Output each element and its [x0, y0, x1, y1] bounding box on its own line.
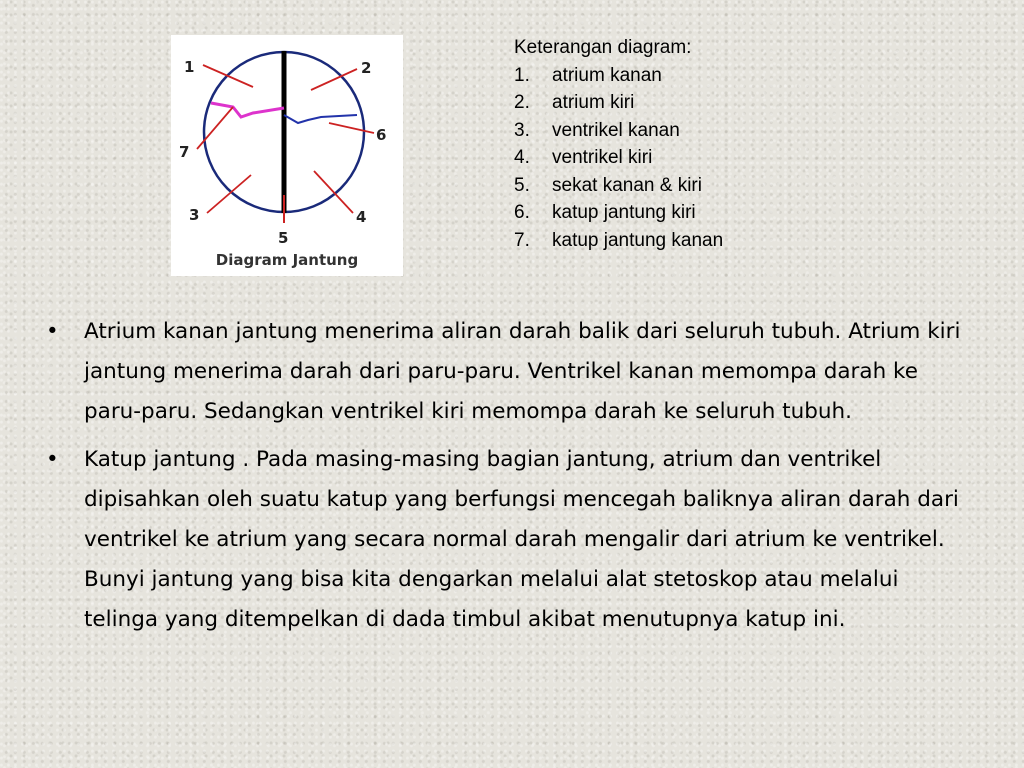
diagram-caption: Diagram Jantung — [215, 251, 359, 269]
bullet-marker: • — [46, 319, 59, 344]
legend-title: Keterangan diagram: — [514, 37, 692, 58]
bullet-text: Atrium kanan jantung menerima aliran darah balik dari seluruh tubuh. Atrium kiri jantung menerima darah dari paru-paru. Ventrikel kanan memompa darah ke paru-paru. Sedangkan ventrikel kiri memompa darah ke seluruh tubuh. — [84, 319, 961, 424]
legend-number: 7. — [514, 229, 530, 251]
bullet-text: Katup jantung . Pada masing-masing bagian jantung, atrium dan ventrikel dipisahkan oleh suatu katup yang berfungsi mencegah baliknya aliran darah dari ventrikel ke atrium yang secara normal darah mengalir dari atrium ke ventrikel. Bunyi jantung yang bisa kita dengarkan melalui alat stetoskop atau melalui telinga yang ditempelkan di dada timbul akibat menutupnya katup ini. — [84, 447, 959, 632]
diagram-label-4: 4 — [356, 208, 367, 226]
bullet-item — [46, 440, 966, 640]
legend-text: atrium kanan — [552, 64, 662, 86]
heart-diagram-graphic — [171, 35, 403, 276]
pointer-line-3 — [207, 175, 251, 213]
diagram-label-7: 7 — [179, 143, 190, 161]
legend-number: 6. — [514, 202, 530, 223]
legend-text: atrium kiri — [552, 92, 635, 113]
legend-number: 4. — [514, 147, 530, 168]
valve-right-line — [211, 103, 284, 117]
legend-number: 3. — [514, 119, 530, 141]
legend-list — [514, 62, 723, 255]
legend-text: katup jantung kanan — [552, 229, 724, 251]
legend-text: sekat kanan & kiri — [552, 174, 702, 196]
legend-item — [514, 144, 723, 172]
diagram-label-5: 5 — [278, 229, 289, 247]
diagram-label-3: 3 — [189, 206, 200, 224]
legend-number: 2. — [514, 92, 530, 113]
diagram-label-2: 2 — [361, 59, 372, 77]
pointer-line-6 — [329, 123, 374, 133]
legend-item — [514, 227, 723, 255]
bullet-item — [46, 312, 966, 432]
legend-number: 5. — [514, 174, 530, 196]
pointer-line-7 — [197, 107, 233, 149]
legend-item — [514, 89, 723, 117]
legend-text: ventrikel kiri — [552, 147, 653, 168]
legend-item — [514, 117, 723, 145]
legend-text: katup jantung kiri — [552, 202, 696, 223]
diagram-legend — [514, 34, 723, 254]
legend-item — [514, 199, 723, 227]
legend-item — [514, 172, 723, 200]
pointer-line-4 — [314, 171, 353, 213]
bullet-marker: • — [46, 447, 59, 472]
bullet-list — [46, 312, 966, 648]
legend-number: 1. — [514, 64, 530, 86]
heart-diagram — [171, 35, 403, 276]
legend-item — [514, 62, 723, 90]
legend-text: ventrikel kanan — [552, 119, 680, 141]
diagram-label-1: 1 — [184, 58, 195, 76]
pointer-line-1 — [203, 65, 253, 87]
valve-left-line — [284, 115, 357, 123]
diagram-label-6: 6 — [376, 126, 387, 144]
